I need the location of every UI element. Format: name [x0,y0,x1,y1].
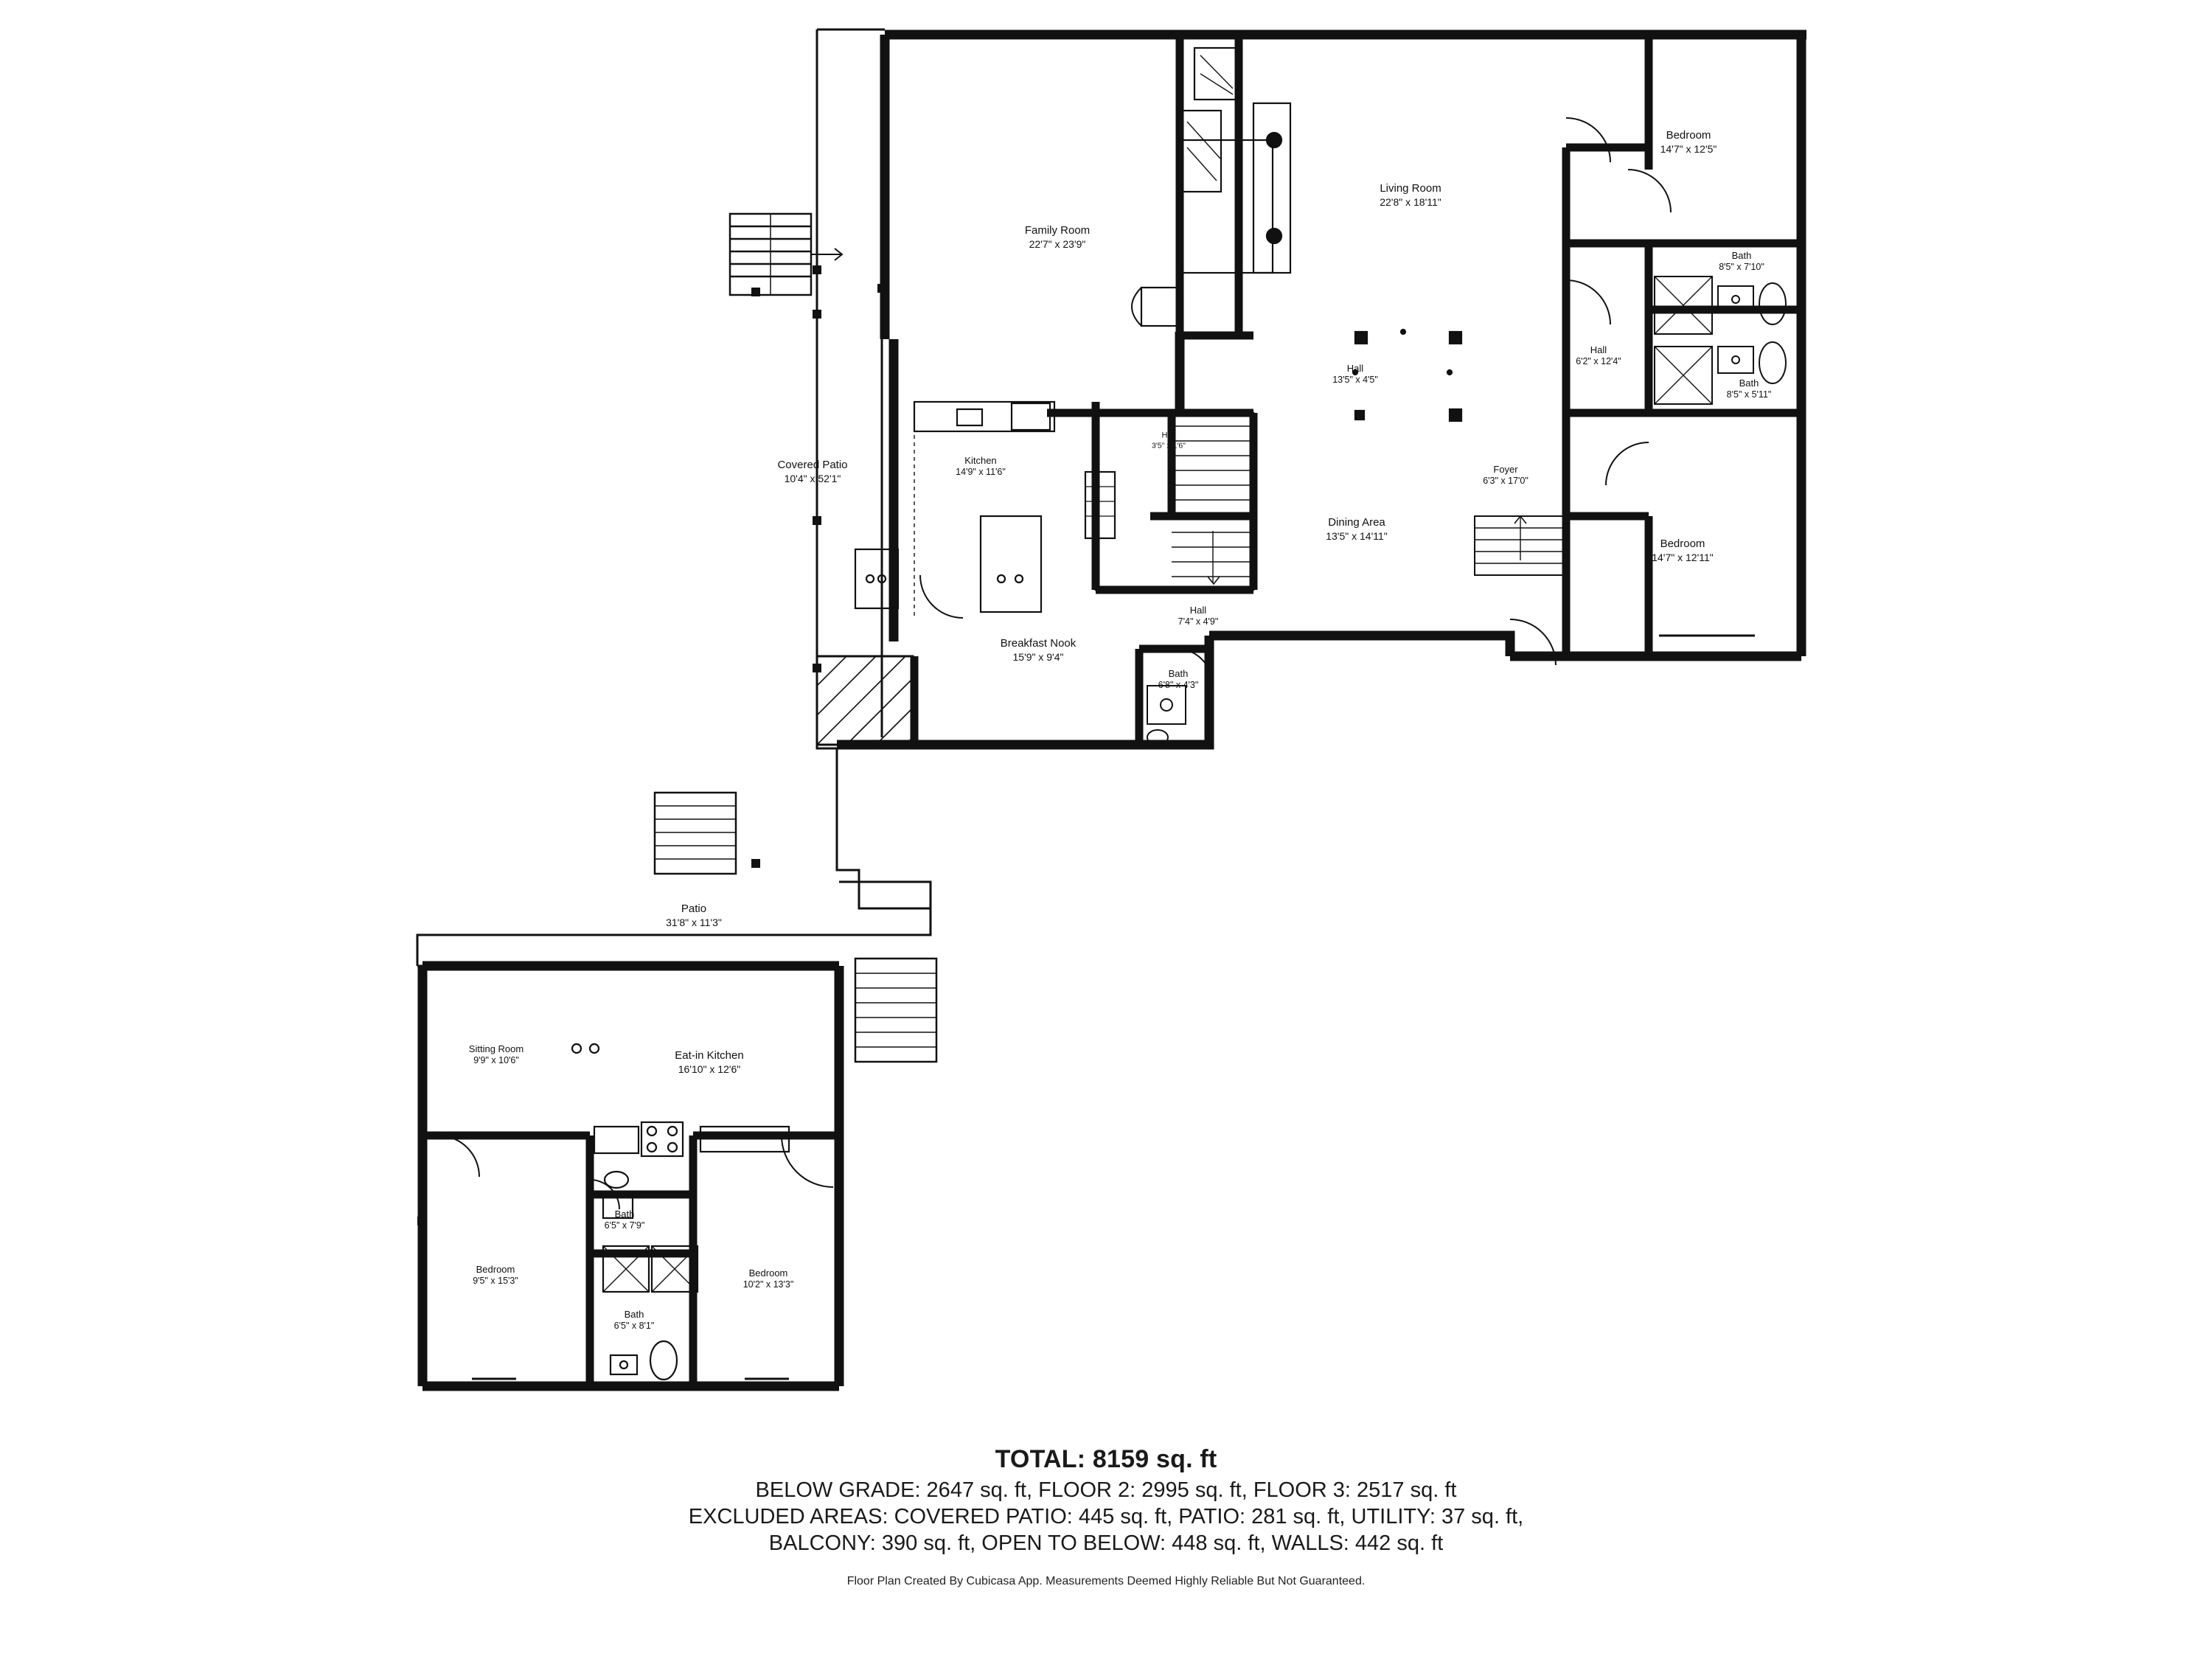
room-name: Hall [1590,344,1607,356]
room-dimensions: 6'3" x 17'0" [1483,476,1528,487]
room-name: Covered Patio [777,458,848,471]
excluded-areas-line-1: EXCLUDED AREAS: COVERED PATIO: 445 sq. ft, PATIO: 281 sq. ft, UTILITY: 37 sq. ft, [688,1505,1524,1528]
room-name: Bedroom [1660,537,1705,550]
room-name: Bath [624,1309,644,1321]
room-name: Bedroom [476,1264,515,1276]
room-name: Sitting Room [468,1043,524,1055]
room-dimensions: 9'9" x 10'6" [473,1055,519,1066]
room-dimensions: 8'5" x 7'10" [1719,262,1764,273]
windows-lower [417,966,844,1379]
room-dimensions: 14'7" x 12'5" [1660,142,1717,155]
room-dimensions: 9'5" x 15'3" [473,1276,518,1287]
credit-note: Floor Plan Created By Cubicasa App. Measurements Deemed Highly Reliable But Not Guaranteed. [846,1575,1366,1587]
room-dimensions: 14'7" x 12'11" [1652,551,1714,563]
room-name: Living Room [1380,181,1441,195]
patio-outlines [417,29,931,966]
room-dimensions: 15'9" x 9'4" [1012,650,1064,663]
stairs-mid-left [655,793,736,874]
room-name: Hall [1189,605,1207,616]
lower-exterior-walls [422,966,839,1386]
room-name: Hall [1161,431,1176,440]
room-name: Kitchen [964,455,997,467]
room-dimensions: 22'7" x 23'9" [1029,237,1086,250]
room-name: Hall [1346,363,1364,375]
room-name: Dining Area [1328,515,1385,529]
stairs-foyer [1475,516,1566,575]
room-dimensions: 8'5" x 5'11" [1726,389,1772,400]
room-name: Breakfast Nook [1000,636,1077,650]
room-dimensions: 6'5" x 7'9" [604,1220,645,1231]
lower-fixtures [572,1044,789,1380]
room-dimensions: 6'5" x 8'1" [613,1321,655,1332]
room-name: Bath [1739,378,1759,389]
deck-hatch [817,656,913,745]
lower-interior-walls [422,1135,839,1386]
room-dimensions: 10'2" x 13'3" [742,1279,794,1290]
room-name: Bedroom [748,1267,788,1279]
room-dimensions: 16'10" x 12'6" [678,1062,741,1075]
room-name: Foyer [1493,464,1518,476]
room-name: Family Room [1024,223,1091,237]
excluded-areas-line-2: BALCONY: 390 sq. ft, OPEN TO BELOW: 448 sq. ft, WALLS: 442 sq. ft [768,1531,1444,1555]
grade-breakdown: BELOW GRADE: 2647 sq. ft, FLOOR 2: 2995 sq. ft, FLOOR 3: 2517 sq. ft [755,1478,1457,1502]
room-dimensions: 6'2" x 12'4" [1576,356,1621,367]
room-name: Eat-in Kitchen [675,1048,744,1062]
upper-exterior-walls [837,35,1806,745]
room-dimensions: 31'8" x 11'3" [666,916,722,928]
total-area: TOTAL: 8159 sq. ft [995,1445,1217,1473]
stairs-patio-right [855,959,936,1062]
bath-fixtures-upper-right [1655,276,1786,404]
room-dimensions: 14'9" x 11'6" [956,467,1006,478]
room-dimensions: 7'4" x 4'9" [1178,616,1219,627]
room-dimensions: 22'8" x 18'11" [1380,195,1441,208]
room-dimensions: 10'4" x 52'1" [784,472,841,484]
room-name: Bedroom [1666,128,1711,142]
room-name: Bath [1731,250,1752,262]
room-dimensions: 13'5" x 14'11" [1326,529,1388,542]
stairs-upper-left [730,214,842,295]
room-name: Bath [614,1208,635,1220]
area-summary [0,1445,2212,1588]
room-name: Bath [1168,668,1189,680]
room-dimensions: 6'8" x 4'3" [1158,680,1199,691]
bath-fixtures-upper-bottom [1147,686,1186,745]
room-dimensions: 13'5" x 4'5" [1332,375,1378,386]
room-dimensions: 3'5" x 1'6" [1152,441,1186,451]
room-name: Patio [681,902,707,915]
